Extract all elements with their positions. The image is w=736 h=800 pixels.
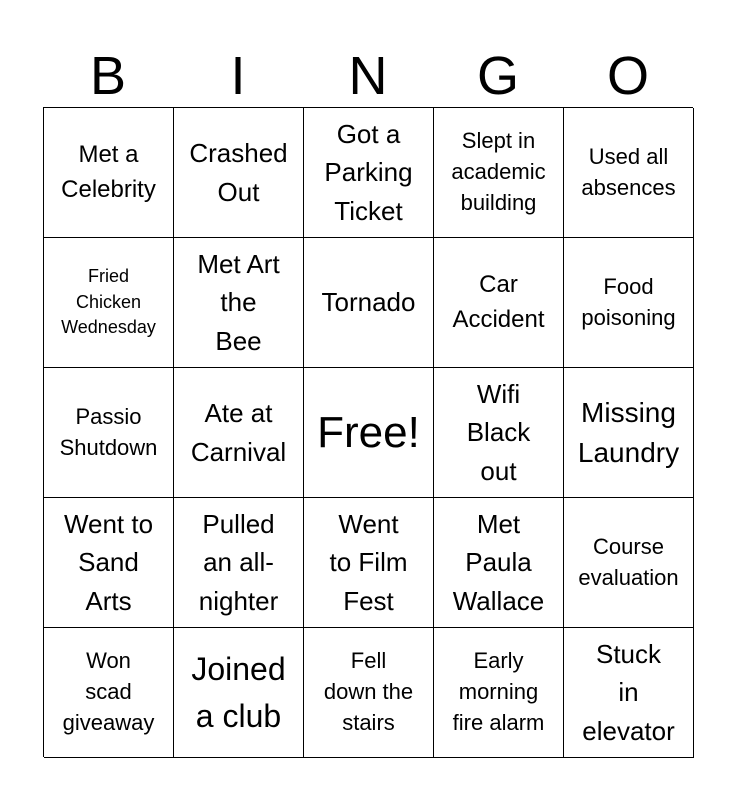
bingo-cell[interactable]: Tornado (304, 238, 434, 368)
bingo-cell[interactable]: Got a Parking Ticket (304, 108, 434, 238)
free-space[interactable]: Free! (304, 368, 434, 498)
bingo-cell[interactable]: Food poisoning (564, 238, 694, 368)
bingo-cell[interactable]: Fell down the stairs (304, 628, 434, 758)
bingo-cell[interactable]: Wifi Black out (434, 368, 564, 498)
header-letter-i: I (230, 46, 246, 106)
bingo-header (43, 44, 693, 108)
bingo-cell[interactable]: Used all absences (564, 108, 694, 238)
bingo-cell[interactable]: Pulled an all- nighter (174, 498, 304, 628)
bingo-cell[interactable]: Joined a club (174, 628, 304, 758)
bingo-cell[interactable]: Passio Shutdown (44, 368, 174, 498)
bingo-cell[interactable]: Early morning fire alarm (434, 628, 564, 758)
bingo-cell[interactable]: Missing Laundry (564, 368, 694, 498)
bingo-cell[interactable]: Ate at Carnival (174, 368, 304, 498)
bingo-cell[interactable]: Met a Celebrity (44, 108, 174, 238)
bingo-cell[interactable]: Met Art the Bee (174, 238, 304, 368)
bingo-cell[interactable]: Won scad giveaway (44, 628, 174, 758)
bingo-cell[interactable]: Fried Chicken Wednesday (44, 238, 174, 368)
bingo-grid (43, 107, 693, 757)
bingo-cell[interactable]: Car Accident (434, 238, 564, 368)
bingo-cell[interactable]: Went to Sand Arts (44, 498, 174, 628)
bingo-cell[interactable]: Slept in academic building (434, 108, 564, 238)
header-letter-b: B (89, 46, 127, 106)
bingo-cell[interactable]: Course evaluation (564, 498, 694, 628)
header-letter-o: O (606, 46, 649, 106)
bingo-cell[interactable]: Crashed Out (174, 108, 304, 238)
bingo-cell[interactable]: Met Paula Wallace (434, 498, 564, 628)
header-letter-n: N (348, 46, 388, 106)
bingo-cell[interactable]: Went to Film Fest (304, 498, 434, 628)
bingo-cell[interactable]: Stuck in elevator (564, 628, 694, 758)
header-letter-g: G (476, 46, 519, 106)
